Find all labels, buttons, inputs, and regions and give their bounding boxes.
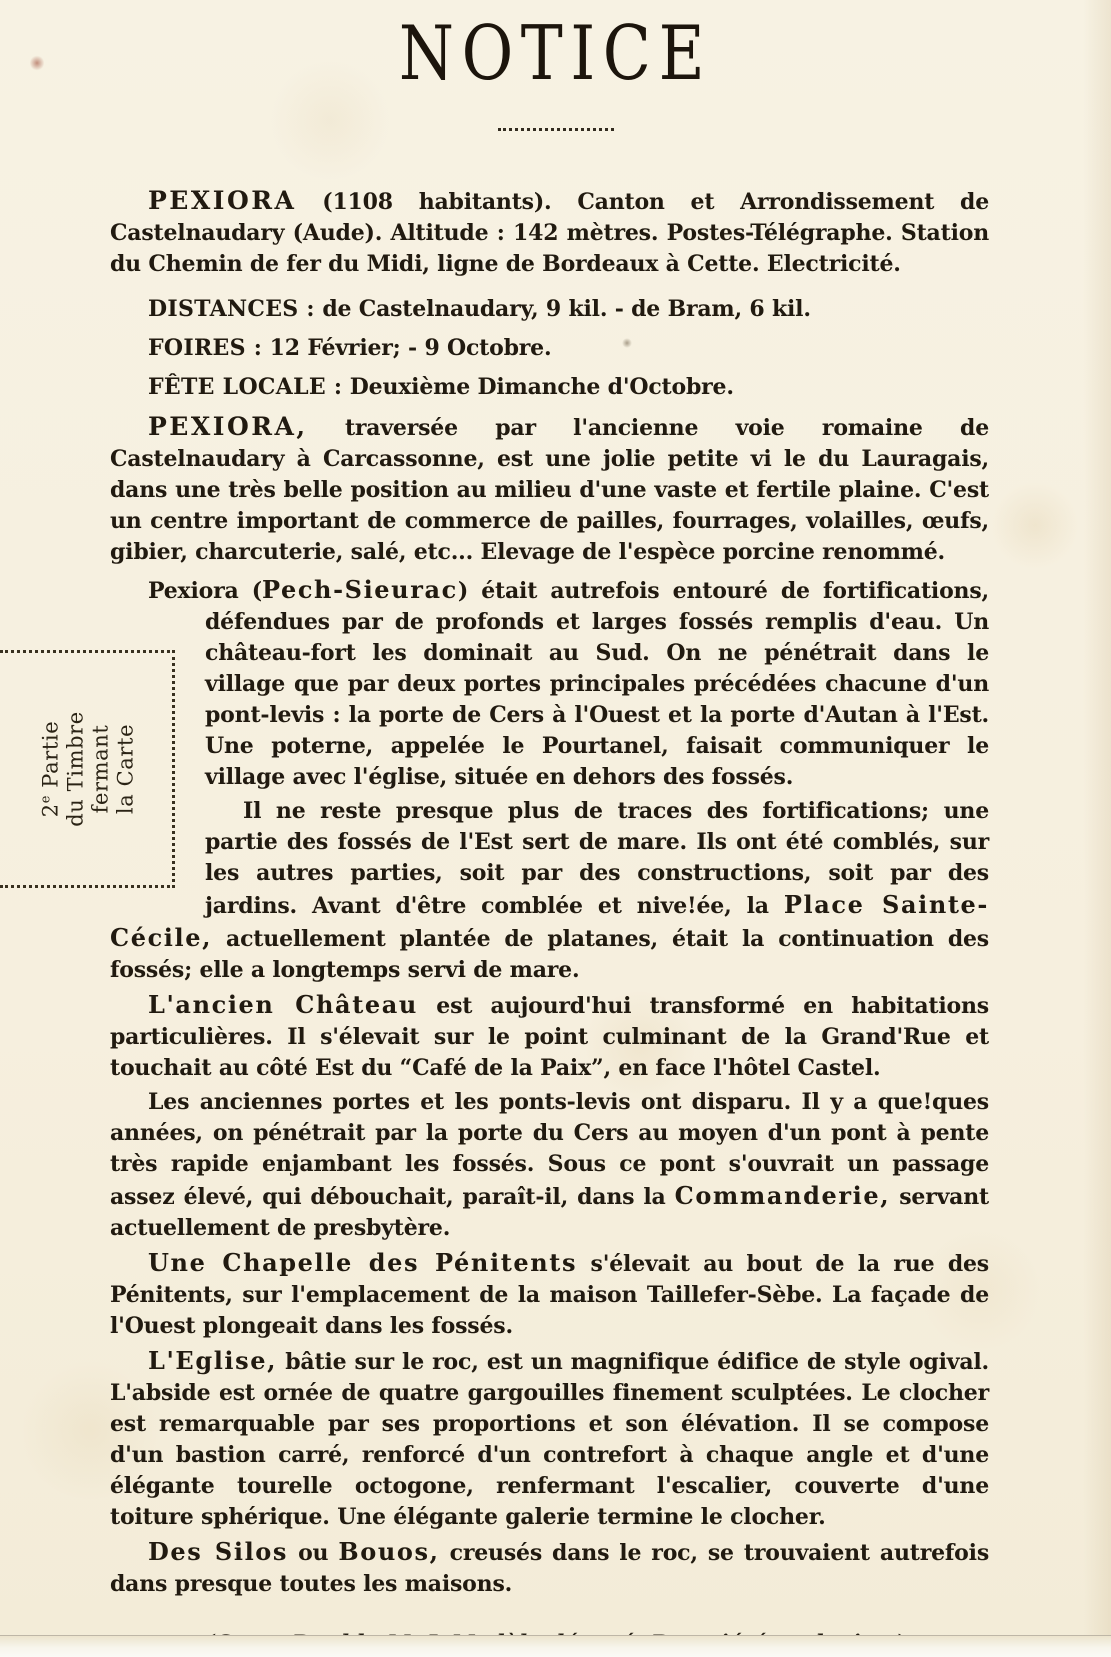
paragraph-commune	[110, 185, 989, 280]
stamp-note-num: 2	[38, 803, 63, 818]
foires-text: 12 Février; - 9 Octobre.	[262, 335, 552, 361]
fosses-text-b: actuellement plantée de platanes, était la continuation des fossés; elle a longtemps servi de mare.	[110, 926, 989, 983]
paragraph-foires	[110, 333, 989, 364]
silos-text: creusés dans le roc, se trouvaient autrefois dans presque toutes les maisons.	[110, 1540, 990, 1597]
pech-sieurac-name: Pech-Sieurac	[261, 575, 458, 604]
stamp-note-line-1-text: Partie	[38, 720, 63, 795]
chapelle-penitents-name: Une Chapelle des Pénitents	[148, 1248, 578, 1277]
paragraph-chapelle	[110, 1247, 989, 1342]
page-title: NOTICE	[398, 9, 713, 97]
paragraph-silos	[110, 1536, 989, 1600]
stamp-note-line-3: fermant	[88, 724, 113, 814]
fortifications-text-b: ) était autrefois entouré de fortifications, défendues par de profonds et larges fossés remplis d'eau. Un château-fort les dominait au Sud. On ne pénétrait dans le village que par deux portes principales précédées chacune d'un pont-levis : la porte de Cers à l'Ouest et la porte d'Autan à l'Est. Une poterne, appelée le Pourtanel, faisait communiquer le village avec l'église, située en dehors des fossés.	[205, 578, 989, 790]
pexiora-lead: PEXIORA,	[148, 412, 308, 441]
paragraph-fosses	[110, 796, 989, 986]
stamp-flap-area	[38, 574, 205, 918]
ancien-chateau-name: L'ancien Château	[148, 990, 418, 1019]
foires-label: FOIRES :	[148, 335, 263, 361]
distances-label: DISTANCES :	[148, 296, 315, 322]
fosses-text-a: Il ne reste presque plus de traces des fortifications; une partie des fossés de l'Est sert de mare. Ils ont été comblés, sur les autres parties, soit par des constructions, soit par des jardins. Avant d'être comblée et nive!ée, la	[205, 798, 989, 919]
commune-name: PEXIORA	[148, 186, 297, 215]
stamp-note-line-2: du Timbre	[63, 711, 88, 827]
commune-details: (1108 habitants). Canton et Arrondissement de Castelnaudary (Aude). Altitude : 142 mètres. Postes-Télégraphe. Station du Chemin de fer du Midi, ligne de Bordeaux à Cette. Electricité.	[110, 189, 989, 277]
description-text: traversée par l'ancienne voie romaine de Castelnaudary à Carcassonne, est une jolie petite vi le du Lauragais, dans une très belle position au milieu d'une vaste et fertile plaine. C'est un centre important de commerce de pailles, fourrages, volailles, œufs, gibier, charcuterie, salé, etc... Elevage de l'espèce porcine renommé.	[110, 415, 989, 565]
paper-stain-speck	[622, 338, 632, 348]
paragraph-distances	[110, 294, 989, 325]
stamp-note-sup: e	[38, 794, 54, 804]
eglise-text: bâtie sur le roc, est un magnifique édifice de style ogival. L'abside est ornée de quatre gargouilles finement sculptées. Le clocher est remarquable par ses proportions et son élévation. Il se compose d'un bastion carré, renforcé d'un contrefort à chaque angle et d'une élégante tourelle octogone, renfermant l'escalier, couverte d'une toiture sphérique. Une élégante galerie termine le clocher.	[110, 1349, 989, 1530]
commanderie-name: Commanderie,	[674, 1181, 891, 1210]
silos-name: Des Silos	[148, 1537, 289, 1566]
notice-body	[38, 185, 990, 1600]
place-sainte-cecile-name: Place Sainte-Cécile,	[110, 890, 989, 952]
distances-text: de Castelnaudary, 9 kil. - de Bram, 6 kil.	[314, 296, 811, 322]
paragraph-fortifications	[38, 574, 989, 827]
stamp-flap-note	[34, 711, 139, 827]
portes-text-b: servant actuellement de presbytère.	[110, 1184, 989, 1241]
paper-stain-speck	[30, 55, 44, 71]
stamp-note-line-4: la Carte	[113, 723, 138, 815]
fete-locale-label: FÊTE LOCALE :	[148, 374, 343, 400]
silos-mid-text: ou	[288, 1540, 339, 1566]
paragraph-eglise	[110, 1345, 989, 1533]
dotted-divider	[498, 128, 614, 131]
chateau-text: est aujourd'hui transformé en habitations particulières. Il s'élevait sur le point culminant de la Grand'Rue et touchait au côté Est du “Café de la Paix”, en face l'hôtel Castel.	[110, 993, 989, 1081]
paragraph-fete-locale	[110, 372, 989, 403]
paragraph-portes	[110, 1087, 989, 1244]
fortifications-text-a: Pexiora (	[148, 578, 262, 604]
paragraph-chateau	[110, 989, 989, 1084]
stamp-note-line-1	[34, 711, 64, 827]
fete-locale-text: Deuxième Dimanche d'Octobre.	[342, 374, 734, 400]
card-bottom-edge	[0, 1635, 1111, 1657]
portes-text-a: Les anciennes portes et les ponts-levis ont disparu. Il y a que!ques années, on pénétrait par la porte du Cers au moyen d'un pont à pente très rapide enjambant les fossés. Sous ce pont s'ouvrait un passage assez élevé, qui débouchait, paraît-il, dans la	[110, 1089, 989, 1210]
eglise-name: L'Eglise,	[148, 1346, 278, 1375]
stamp-flap-outline	[0, 650, 175, 888]
paragraph-description	[110, 411, 989, 568]
chapelle-text: s'élevait au bout de la rue des Pénitents, sur l'emplacement de la maison Taillefer-Sèbe. La façade de l'Ouest plongeait dans les fossés.	[110, 1251, 989, 1339]
bouos-name: Bouos,	[338, 1537, 440, 1566]
